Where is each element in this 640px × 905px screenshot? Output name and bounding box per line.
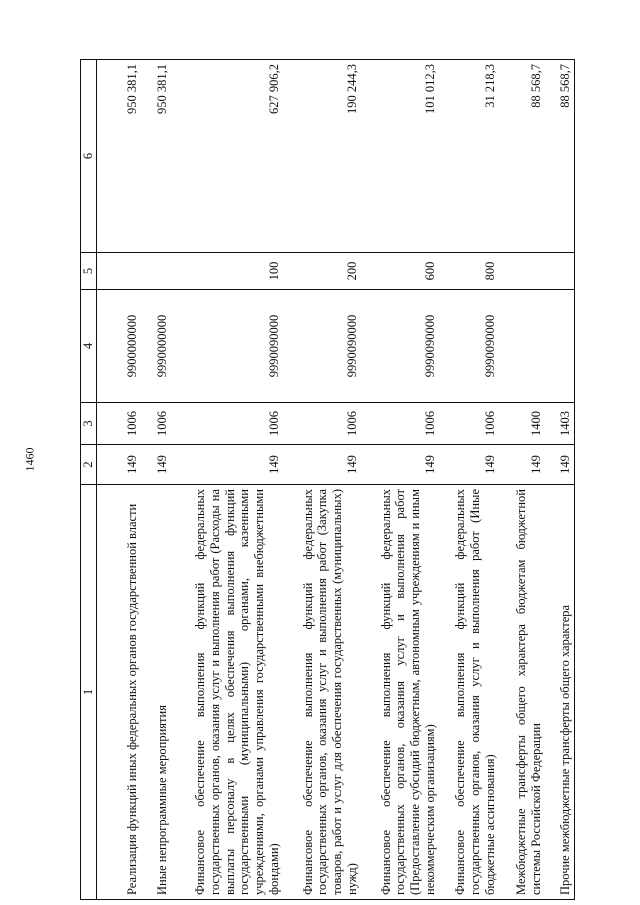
header-col-1: 1 [81,485,97,900]
row-rz: 1006 [141,403,171,445]
header-col-2: 2 [81,445,97,485]
row-vr: 200 [283,253,361,290]
row-name: Межбюджетные трансферты общего характера бюджетам бюджетной системы Российской Федерации [499,485,545,900]
row-cs [545,290,575,403]
row-vr: 800 [439,253,499,290]
row-gr: 149 [361,445,439,485]
row-gr: 149 [141,445,171,485]
row-rz: 1006 [361,403,439,445]
row-cs: 9990090000 [439,290,499,403]
row-gr: 149 [499,445,545,485]
row-gr: 149 [97,445,141,485]
row-gr: 149 [171,445,283,485]
row-rz: 1400 [499,403,545,445]
header-col-4: 4 [81,290,97,403]
row-rz: 1006 [283,403,361,445]
row-sum: 950 381,1 [97,60,141,253]
budget-table [80,59,575,900]
row-sum: 101 012,3 [361,60,439,253]
row-sum: 190 244,3 [283,60,361,253]
header-col-6: 6 [81,60,97,253]
row-vr [141,253,171,290]
row-vr [499,253,545,290]
table-row [283,60,361,900]
row-name: Иные непрограммные мероприятия [141,485,171,900]
row-cs: 9990090000 [171,290,283,403]
row-rz: 1006 [171,403,283,445]
row-name: Финансовое обеспечение выполнения функций федеральных государственных органов, оказания услуг и выполнения работ (Предоставление субсидий бюджетным, автономным учреждениям и иным некоммерческим организациям) [361,485,439,900]
table-row [439,60,499,900]
row-gr: 149 [439,445,499,485]
row-name: Финансовое обеспечение выполнения функций федеральных государственных органов, оказания услуг и выполнения работ (Расходы на выплаты персоналу в целях обеспечения выполнения функций государственными (муниципальными) органами, казенными учреждениями, органами управления государственными внебюджетными фондами) [171,485,283,900]
row-vr [97,253,141,290]
row-cs: 9990000000 [141,290,171,403]
row-cs: 9900000000 [97,290,141,403]
page-number: 1460 [22,447,37,471]
row-sum: 31 218,3 [439,60,499,253]
row-cs [499,290,545,403]
row-name: Реализация функций иных федеральных органов государственной власти [97,485,141,900]
row-name: Прочие межбюджетные трансферты общего характера [545,485,575,900]
row-vr [545,253,575,290]
table-row [499,60,545,900]
row-sum: 88 568,7 [545,60,575,253]
table-row [545,60,575,900]
row-rz: 1006 [439,403,499,445]
row-vr: 600 [361,253,439,290]
table-row [361,60,439,900]
header-col-5: 5 [81,253,97,290]
row-vr: 100 [171,253,283,290]
row-sum: 950 381,1 [141,60,171,253]
table-row [97,60,141,900]
row-gr: 149 [545,445,575,485]
row-cs: 9990090000 [283,290,361,403]
header-row [81,60,97,900]
row-sum: 88 568,7 [499,60,545,253]
row-gr: 149 [283,445,361,485]
header-col-3: 3 [81,403,97,445]
table-row [171,60,283,900]
row-cs: 9990090000 [361,290,439,403]
row-sum: 627 906,2 [171,60,283,253]
row-rz: 1006 [97,403,141,445]
row-name: Финансовое обеспечение выполнения функций федеральных государственных органов, оказания услуг и выполнения работ (Иные бюджетные ассигнования) [439,485,499,900]
rotated-page [80,60,573,900]
row-rz: 1403 [545,403,575,445]
row-name: Финансовое обеспечение выполнения функций федеральных государственных органов, оказания услуг и выполнения работ (Закупка товаров, работ и услуг для обеспечения государственных (муниципальных) нужд) [283,485,361,900]
table-row [141,60,171,900]
